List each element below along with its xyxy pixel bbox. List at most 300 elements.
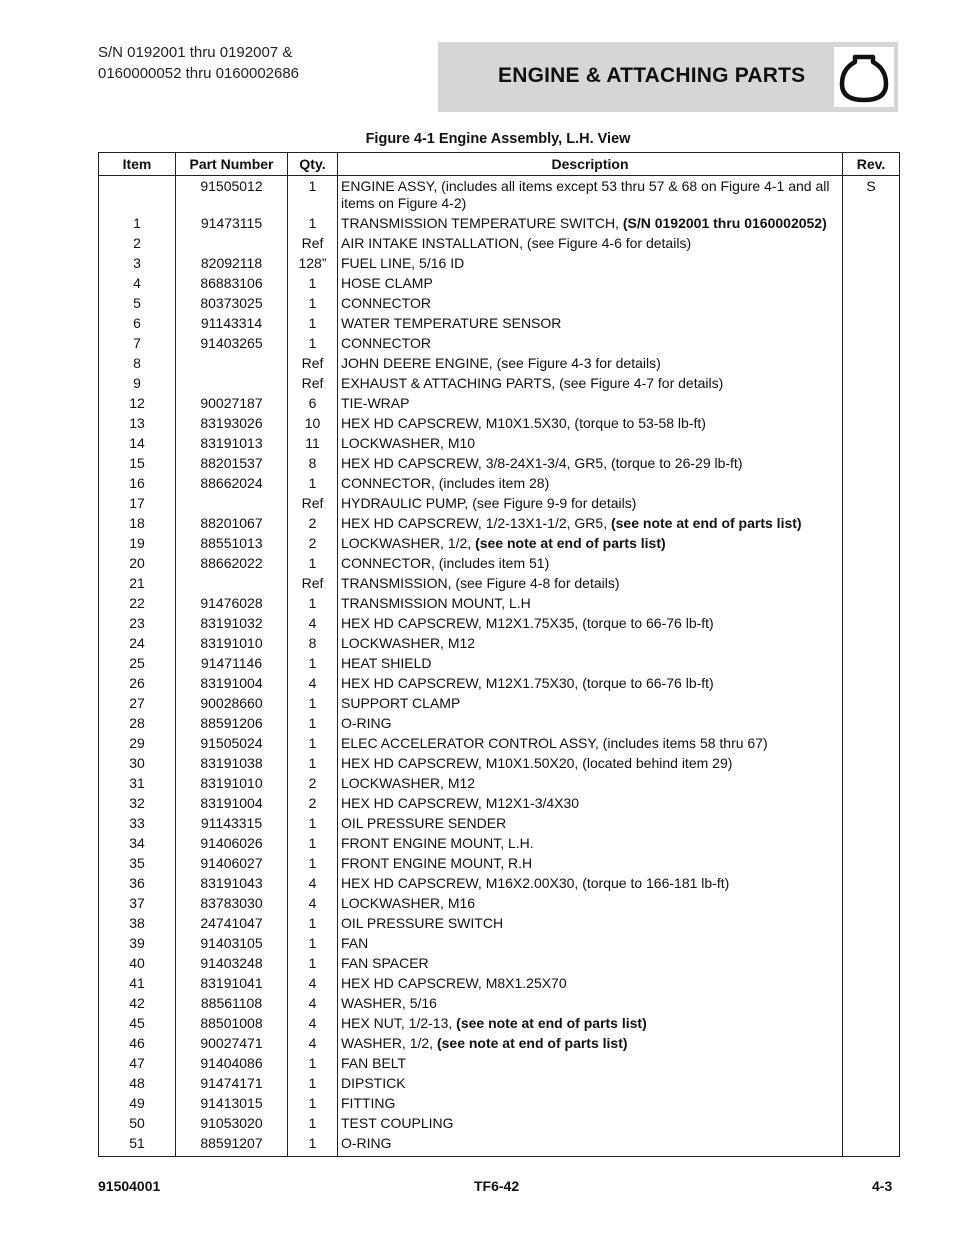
table-row [99, 734, 900, 754]
cell-item: 27 [99, 694, 176, 714]
cell-description [338, 954, 843, 974]
cell-rev [843, 214, 900, 234]
cell-part-number: 91474171 [176, 1074, 288, 1094]
description-text: CONNECTOR [341, 335, 431, 351]
cell-description [338, 734, 843, 754]
cell-description [338, 414, 843, 434]
cell-description [338, 254, 843, 274]
cell-item: 39 [99, 934, 176, 954]
cell-rev [843, 714, 900, 734]
cell-part-number: 83191041 [176, 974, 288, 994]
description-note: (see note at end of parts list) [436, 1035, 628, 1051]
table-row [99, 274, 900, 294]
cell-item: 6 [99, 314, 176, 334]
cell-rev [843, 894, 900, 914]
description-text: FAN BELT [341, 1055, 407, 1071]
figure-title: Figure 4-1 Engine Assembly, L.H. View [365, 131, 631, 147]
description-text: WATER TEMPERATURE SENSOR [341, 315, 562, 331]
cell-rev [843, 534, 900, 554]
cell-part-number [176, 574, 288, 594]
cell-rev [843, 854, 900, 874]
table-row [99, 1074, 900, 1094]
table-row [99, 754, 900, 774]
description-text: HEX HD CAPSCREW, M16X2.00X30, (torque to 166-181 lb-ft) [341, 875, 730, 891]
table-row [99, 1014, 900, 1034]
cell-qty: 1 [288, 274, 338, 294]
cell-part-number: 24741047 [176, 914, 288, 934]
description-text: TIE-WRAP [341, 395, 410, 411]
description-text: TRANSMISSION, (see Figure 4-8 for details) [341, 575, 620, 591]
table-row [99, 674, 900, 694]
cell-qty: 4 [288, 674, 338, 694]
cell-item: 37 [99, 894, 176, 914]
cell-item: 24 [99, 634, 176, 654]
table-row [99, 294, 900, 314]
cell-qty: 1 [288, 1114, 338, 1134]
cell-item: 50 [99, 1114, 176, 1134]
cell-part-number: 88561108 [176, 994, 288, 1014]
cell-rev [843, 394, 900, 414]
description-text: HEX HD CAPSCREW, 1/2-13X1-1/2, GR5, [341, 515, 611, 531]
table-row [99, 994, 900, 1014]
cell-item: 19 [99, 534, 176, 554]
cell-description [338, 974, 843, 994]
cell-part-number: 88201537 [176, 454, 288, 474]
cell-item: 38 [99, 914, 176, 934]
cell-qty: 10 [288, 414, 338, 434]
description-text: TRANSMISSION MOUNT, L.H [341, 595, 531, 611]
cell-description [338, 874, 843, 894]
cell-part-number: 91505024 [176, 734, 288, 754]
cell-part-number [176, 234, 288, 254]
cell-item: 1 [99, 214, 176, 234]
table-row [99, 1054, 900, 1074]
cell-description [338, 834, 843, 854]
cell-rev [843, 954, 900, 974]
cell-item: 4 [99, 274, 176, 294]
cell-qty: 1 [288, 954, 338, 974]
cell-item: 13 [99, 414, 176, 434]
table-row [99, 854, 900, 874]
cell-part-number: 91406026 [176, 834, 288, 854]
column-header-part-number: Part Number [176, 153, 288, 176]
description-text: EXHAUST & ATTACHING PARTS, (see Figure 4-7 for details) [341, 375, 724, 391]
cell-description [338, 374, 843, 394]
cell-item: 28 [99, 714, 176, 734]
cell-qty: 1 [288, 1054, 338, 1074]
serial-line-1: S/N 0192001 thru 0192007 & [98, 44, 293, 61]
cell-part-number: 83191010 [176, 634, 288, 654]
table-row [99, 534, 900, 554]
cell-qty: 1 [288, 1134, 338, 1157]
cell-item: 21 [99, 574, 176, 594]
description-text: CONNECTOR [341, 295, 431, 311]
table-row [99, 234, 900, 254]
table-row [99, 694, 900, 714]
cell-part-number: 83783030 [176, 894, 288, 914]
table-row [99, 1094, 900, 1114]
table-row [99, 714, 900, 734]
description-text: DIPSTICK [341, 1075, 406, 1091]
description-text: HEAT SHIELD [341, 655, 432, 671]
cell-part-number: 88662022 [176, 554, 288, 574]
cell-part-number: 83191043 [176, 874, 288, 894]
serial-range [98, 42, 299, 84]
cell-rev [843, 994, 900, 1014]
cell-rev [843, 334, 900, 354]
description-text: JOHN DEERE ENGINE, (see Figure 4-3 for details) [341, 355, 661, 371]
cell-part-number: 91143315 [176, 814, 288, 834]
cell-rev [843, 934, 900, 954]
cell-item: 31 [99, 774, 176, 794]
cell-rev [843, 914, 900, 934]
cell-description [338, 294, 843, 314]
cell-item: 41 [99, 974, 176, 994]
cell-item: 7 [99, 334, 176, 354]
parts-table-body [99, 176, 900, 1157]
cell-item: 5 [99, 294, 176, 314]
cell-qty: 1 [288, 654, 338, 674]
cell-description [338, 634, 843, 654]
table-row [99, 814, 900, 834]
cell-part-number: 90027471 [176, 1034, 288, 1054]
cell-item: 35 [99, 854, 176, 874]
table-row [99, 354, 900, 374]
cell-rev [843, 1054, 900, 1074]
cell-description [338, 714, 843, 734]
cell-rev [843, 814, 900, 834]
cell-qty: 1 [288, 914, 338, 934]
description-text: TEST COUPLING [341, 1115, 454, 1131]
cell-description [338, 594, 843, 614]
table-row [99, 594, 900, 614]
cell-description [338, 774, 843, 794]
section-title: ENGINE & ATTACHING PARTS [498, 64, 806, 87]
cell-part-number: 90028660 [176, 694, 288, 714]
cell-rev [843, 494, 900, 514]
cell-qty: 2 [288, 534, 338, 554]
cell-item [99, 176, 176, 214]
cell-description [338, 1014, 843, 1034]
description-text: O-RING [341, 1135, 392, 1151]
cell-description [338, 394, 843, 414]
description-note: (see note at end of parts list) [475, 535, 666, 551]
cell-item: 2 [99, 234, 176, 254]
description-text: WASHER, 5/16 [341, 995, 437, 1011]
description-text: FUEL LINE, 5/16 ID [341, 255, 465, 271]
table-row [99, 254, 900, 274]
cell-description [338, 1054, 843, 1074]
cell-qty: Ref [288, 234, 338, 254]
table-row [99, 414, 900, 434]
description-text: OIL PRESSURE SENDER [341, 815, 507, 831]
cell-part-number: 91403105 [176, 934, 288, 954]
column-header-item: Item [99, 153, 176, 176]
table-row [99, 1034, 900, 1054]
cell-item: 29 [99, 734, 176, 754]
description-text: HEX HD CAPSCREW, M12X1.75X30, (torque to 66-76 lb-ft) [341, 675, 714, 691]
description-text: CONNECTOR, (includes item 51) [341, 555, 550, 571]
cell-part-number: 91476028 [176, 594, 288, 614]
cell-rev [843, 1094, 900, 1114]
cell-qty: 1 [288, 474, 338, 494]
cell-rev [843, 454, 900, 474]
cell-item: 40 [99, 954, 176, 974]
cell-qty: 6 [288, 394, 338, 414]
cell-part-number: 88662024 [176, 474, 288, 494]
description-text: WASHER, 1/2, [341, 1035, 437, 1051]
cell-part-number: 83191013 [176, 434, 288, 454]
cell-qty: 1 [288, 334, 338, 354]
cell-rev [843, 874, 900, 894]
table-row [99, 1134, 900, 1157]
table-row [99, 1114, 900, 1134]
footer-page-number: 4-3 [872, 1178, 893, 1194]
cell-item: 34 [99, 834, 176, 854]
description-text: LOCKWASHER, M12 [341, 635, 476, 651]
cell-description [338, 176, 843, 214]
cell-description [338, 434, 843, 454]
serial-line-2: 0160000052 thru 0160002686 [98, 65, 300, 82]
description-text: ENGINE ASSY, (includes all items except 53 thru 57 & 68 on Figure 4-1 and all items on Figure 4-2) [341, 178, 830, 211]
cell-part-number: 91403265 [176, 334, 288, 354]
cell-part-number: 83193026 [176, 414, 288, 434]
cell-rev [843, 754, 900, 774]
cell-rev [843, 294, 900, 314]
cell-rev [843, 234, 900, 254]
cell-qty: 1 [288, 854, 338, 874]
engine-icon [834, 47, 894, 107]
cell-part-number: 91471146 [176, 654, 288, 674]
cell-qty: Ref [288, 494, 338, 514]
description-text: HEX NUT, 1/2-13, [341, 1015, 457, 1031]
cell-rev [843, 674, 900, 694]
table-row [99, 794, 900, 814]
cell-description [338, 674, 843, 694]
description-note: (S/N 0192001 thru 0160002052) [622, 215, 827, 231]
cell-rev [843, 254, 900, 274]
description-text: CONNECTOR, (includes item 28) [341, 475, 550, 491]
description-text: LOCKWASHER, M12 [341, 775, 476, 791]
cell-description [338, 274, 843, 294]
table-row [99, 954, 900, 974]
cell-item: 47 [99, 1054, 176, 1074]
cell-description [338, 814, 843, 834]
cell-rev [843, 1014, 900, 1034]
description-text: OIL PRESSURE SWITCH [341, 915, 504, 931]
cell-qty: 1 [288, 714, 338, 734]
cell-part-number: 83191004 [176, 674, 288, 694]
cell-item: 3 [99, 254, 176, 274]
cell-rev [843, 774, 900, 794]
cell-qty: 2 [288, 514, 338, 534]
cell-item: 15 [99, 454, 176, 474]
cell-rev [843, 434, 900, 454]
description-text: LOCKWASHER, M16 [341, 895, 476, 911]
cell-rev [843, 594, 900, 614]
cell-part-number: 91403248 [176, 954, 288, 974]
cell-qty: 1 [288, 314, 338, 334]
cell-part-number: 91143314 [176, 314, 288, 334]
cell-description [338, 574, 843, 594]
table-row [99, 514, 900, 534]
cell-rev [843, 614, 900, 634]
cell-item: 9 [99, 374, 176, 394]
cell-item: 8 [99, 354, 176, 374]
cell-part-number: 88551013 [176, 534, 288, 554]
cell-item: 49 [99, 1094, 176, 1114]
cell-qty: 1 [288, 214, 338, 234]
description-text: HEX HD CAPSCREW, M10X1.5X30, (torque to 53-58 lb-ft) [341, 415, 706, 431]
cell-qty: 8 [288, 454, 338, 474]
cell-qty: 1 [288, 594, 338, 614]
table-row [99, 914, 900, 934]
description-text: FAN [341, 935, 369, 951]
cell-rev [843, 474, 900, 494]
description-note: (see note at end of parts list) [456, 1015, 647, 1031]
cell-qty: 1 [288, 734, 338, 754]
description-text: HYDRAULIC PUMP, (see Figure 9-9 for details) [341, 495, 637, 511]
table-row [99, 934, 900, 954]
cell-rev [843, 274, 900, 294]
cell-qty: 11 [288, 434, 338, 454]
cell-item: 26 [99, 674, 176, 694]
description-text: HOSE CLAMP [341, 275, 433, 291]
table-row [99, 314, 900, 334]
cell-part-number: 88591207 [176, 1134, 288, 1157]
cell-part-number: 91404086 [176, 1054, 288, 1074]
description-text: HEX HD CAPSCREW, M10X1.50X20, (located behind item 29) [341, 755, 733, 771]
cell-rev [843, 354, 900, 374]
cell-part-number: 83191004 [176, 794, 288, 814]
cell-description [338, 894, 843, 914]
cell-description [338, 234, 843, 254]
cell-qty: 2 [288, 794, 338, 814]
cell-item: 48 [99, 1074, 176, 1094]
cell-qty: 1 [288, 176, 338, 214]
cell-qty: 1 [288, 1074, 338, 1094]
cell-part-number: 88201067 [176, 514, 288, 534]
table-row [99, 334, 900, 354]
cell-description [338, 754, 843, 774]
description-text: SUPPORT CLAMP [341, 695, 461, 711]
cell-item: 36 [99, 874, 176, 894]
description-text: FAN SPACER [341, 955, 429, 971]
cell-part-number: 91053020 [176, 1114, 288, 1134]
cell-qty: 4 [288, 894, 338, 914]
cell-part-number: 83191010 [176, 774, 288, 794]
table-row [99, 834, 900, 854]
cell-description [338, 214, 843, 234]
cell-description [338, 914, 843, 934]
cell-item: 20 [99, 554, 176, 574]
table-row [99, 614, 900, 634]
cell-description [338, 454, 843, 474]
cell-part-number [176, 494, 288, 514]
cell-item: 33 [99, 814, 176, 834]
cell-part-number: 83191032 [176, 614, 288, 634]
cell-description [338, 614, 843, 634]
cell-rev [843, 654, 900, 674]
cell-description [338, 1114, 843, 1134]
table-row [99, 654, 900, 674]
cell-rev [843, 574, 900, 594]
table-row [99, 774, 900, 794]
cell-item: 23 [99, 614, 176, 634]
cell-part-number: 82092118 [176, 254, 288, 274]
table-row [99, 874, 900, 894]
column-header-qty: Qty. [288, 153, 338, 176]
cell-part-number: 86883106 [176, 274, 288, 294]
description-text: HEX HD CAPSCREW, M8X1.25X70 [341, 975, 567, 991]
cell-qty: 1 [288, 294, 338, 314]
cell-qty: 1 [288, 834, 338, 854]
cell-part-number: 90027187 [176, 394, 288, 414]
table-row [99, 434, 900, 454]
description-text: O-RING [341, 715, 392, 731]
cell-description [338, 1134, 843, 1157]
cell-description [338, 514, 843, 534]
cell-qty: 8 [288, 634, 338, 654]
cell-qty: 4 [288, 994, 338, 1014]
table-row [99, 494, 900, 514]
cell-rev [843, 694, 900, 714]
cell-description [338, 1034, 843, 1054]
cell-part-number: 91406027 [176, 854, 288, 874]
cell-description [338, 1074, 843, 1094]
cell-qty: Ref [288, 354, 338, 374]
cell-item: 18 [99, 514, 176, 534]
cell-item: 16 [99, 474, 176, 494]
cell-qty: 4 [288, 974, 338, 994]
cell-rev [843, 1134, 900, 1157]
cell-qty: 4 [288, 1014, 338, 1034]
cell-description [338, 494, 843, 514]
description-note: (see note at end of parts list) [610, 515, 802, 531]
cell-part-number: 91413015 [176, 1094, 288, 1114]
cell-item: 51 [99, 1134, 176, 1157]
description-text: LOCKWASHER, 1/2, [341, 535, 476, 551]
cell-rev [843, 314, 900, 334]
parts-table [98, 152, 900, 1157]
cell-description [338, 934, 843, 954]
column-header-description: Description [338, 153, 843, 176]
footer-doc-number: 91504001 [98, 1178, 161, 1194]
cell-qty: 128” [288, 254, 338, 274]
description-text: TRANSMISSION TEMPERATURE SWITCH, [341, 215, 623, 231]
description-text: ELEC ACCELERATOR CONTROL ASSY, (includes items 58 thru 67) [341, 735, 768, 751]
cell-part-number [176, 354, 288, 374]
cell-rev [843, 794, 900, 814]
cell-item: 32 [99, 794, 176, 814]
table-header-row [99, 153, 900, 176]
cell-rev [843, 1034, 900, 1054]
column-header-rev: Rev. [843, 153, 900, 176]
cell-item: 14 [99, 434, 176, 454]
cell-qty: 4 [288, 1034, 338, 1054]
cell-rev [843, 1114, 900, 1134]
cell-part-number: 88591206 [176, 714, 288, 734]
cell-part-number: 80373025 [176, 294, 288, 314]
table-row [99, 374, 900, 394]
cell-item: 17 [99, 494, 176, 514]
description-text: LOCKWASHER, M10 [341, 435, 476, 451]
description-text: HEX HD CAPSCREW, M12X1.75X35, (torque to 66-76 lb-ft) [341, 615, 714, 631]
table-row [99, 574, 900, 594]
cell-qty: 1 [288, 814, 338, 834]
table-row [99, 974, 900, 994]
cell-item: 22 [99, 594, 176, 614]
